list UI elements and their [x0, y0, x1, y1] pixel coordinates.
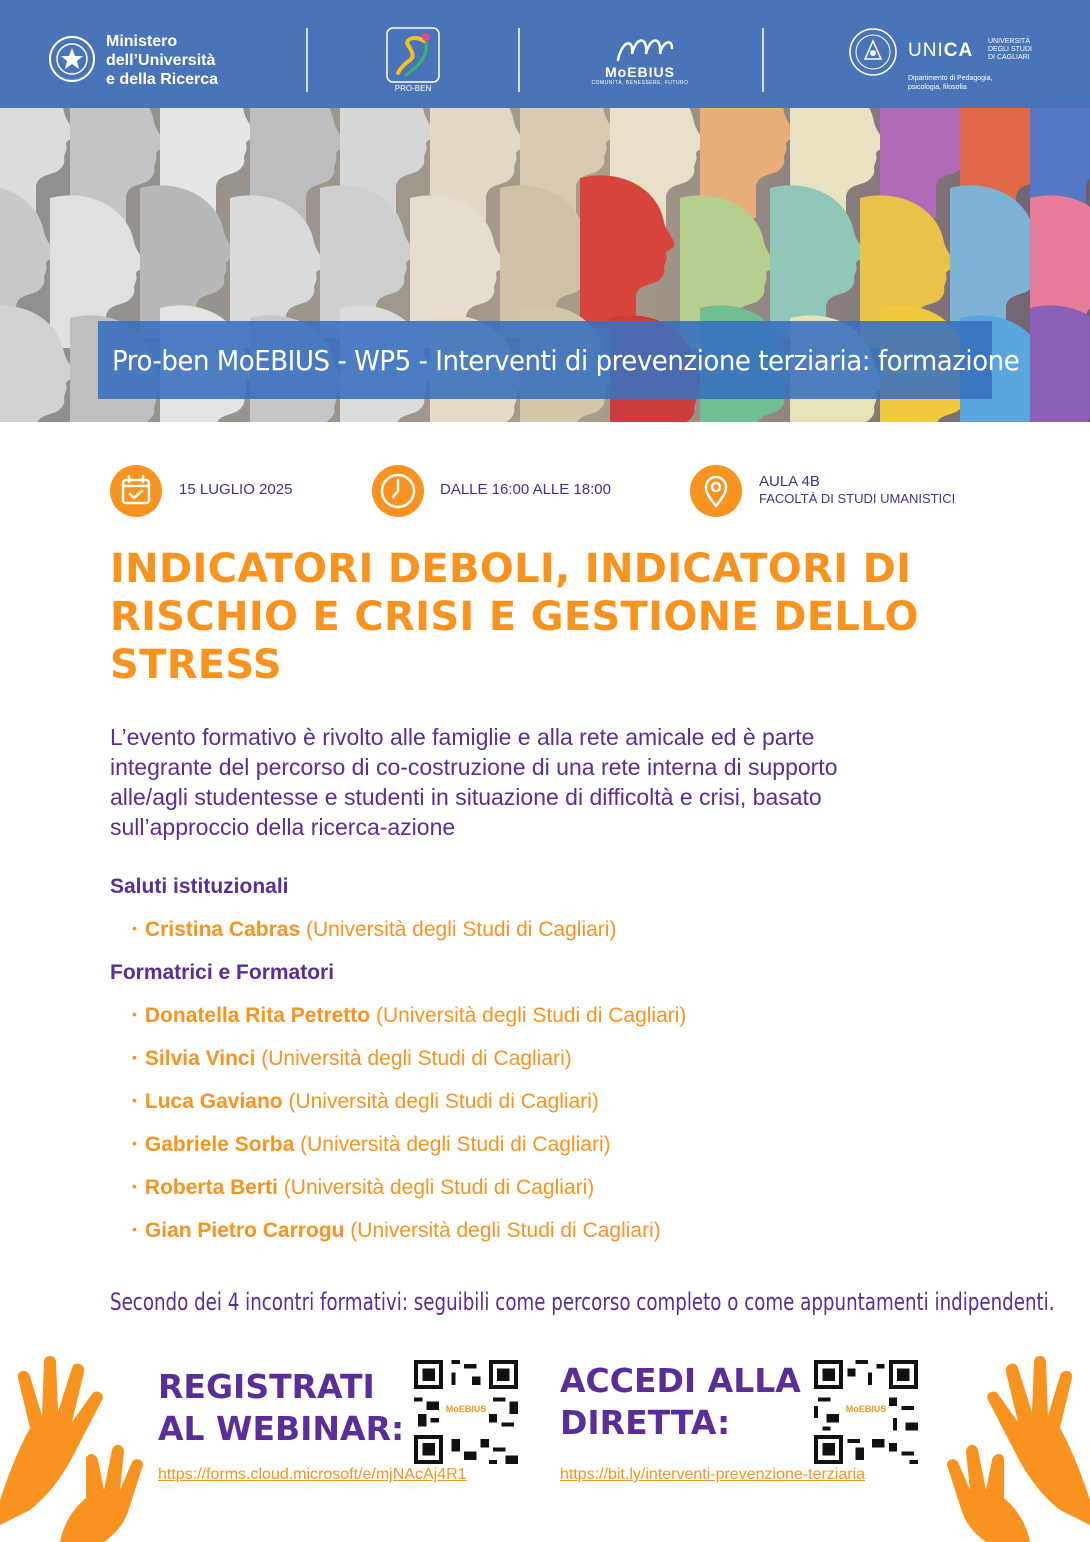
person-name: Donatella Rita Petretto — [144, 1004, 371, 1027]
register-line-2: AL WEBINAR: — [158, 1409, 405, 1448]
event-title — [110, 545, 1010, 689]
list-item — [132, 1176, 594, 1200]
register-heading — [158, 1366, 404, 1450]
department-name — [908, 74, 992, 92]
header-bar — [0, 0, 1090, 108]
person-affiliation: (Università degli Studi di Cagliari) — [261, 1047, 572, 1070]
unica-fullname — [988, 38, 1032, 62]
register-link[interactable]: https://forms.cloud.microsoft/e/mjNAcAj4R1 — [158, 1466, 467, 1483]
event-title-line-1: INDICATORI DEBOLI, INDICATORI DI — [110, 546, 912, 592]
list-item — [132, 1004, 686, 1028]
republic-emblem-icon — [48, 32, 96, 86]
ministry-line-1: Ministero — [106, 33, 178, 50]
ministry-line-2: dell’Università — [106, 52, 216, 69]
unica-small-1: UNIVERSITÀ — [988, 38, 1031, 45]
list-item — [132, 1047, 572, 1071]
greetings-heading: Saluti istituzionali — [110, 875, 289, 898]
person-affiliation: (Università degli Studi di Cagliari) — [283, 1176, 595, 1199]
unica-small-2: DEGLI STUDI — [988, 46, 1032, 53]
location-pin-icon — [690, 465, 742, 517]
event-place — [759, 473, 955, 507]
event-description — [110, 722, 990, 842]
list-item — [132, 918, 616, 942]
series-note: Secondo dei 4 incontri formativi: seguibili come percorso completo o come appuntamenti indipendenti. — [110, 1288, 1055, 1316]
trainers-heading: Formatrici e Formatori — [110, 961, 335, 984]
person-name: Roberta Berti — [144, 1176, 278, 1199]
register-qr-logo-label: MoEBIUS — [445, 1404, 487, 1414]
department-line-2: psicologia, filosofia — [908, 84, 967, 91]
bullet: • — [132, 1006, 137, 1022]
event-title-line-2: RISCHIO E CRISI E GESTIONE DELLO — [110, 594, 919, 640]
university-seal-icon — [848, 27, 898, 77]
event-room: AULA 4B — [759, 473, 820, 490]
bullet: • — [132, 1178, 137, 1194]
person-affiliation: (Università degli Studi di Cagliari) — [288, 1090, 599, 1113]
banner-image — [0, 108, 1090, 422]
live-line-1: ACCEDI ALLA — [560, 1361, 801, 1400]
person-affiliation: (Università degli Studi di Cagliari) — [375, 1004, 687, 1027]
bullet: • — [132, 920, 137, 936]
moebius-tagline: COMUNITÀ, BENESSERE, FUTURO — [591, 80, 689, 86]
unica-small-3: DI CAGLIARI — [988, 54, 1030, 61]
live-qr-logo-label: MoEBIUS — [845, 1404, 887, 1414]
unica-word-bold: CA — [943, 40, 974, 61]
person-name: Silvia Vinci — [144, 1047, 256, 1070]
list-item — [132, 1133, 611, 1157]
description-line-2: integrante del percorso di co-costruzione di una rete interna di supporto — [110, 754, 838, 780]
banner-title: Pro-ben MoEBIUS - WP5 - Interventi di prevenzione terziaria: formazione — [112, 343, 1020, 377]
bullet: • — [132, 1092, 137, 1108]
banner-title-box — [98, 321, 1020, 399]
event-faculty: FACOLTÀ DI STUDI UMANISTICI — [759, 491, 956, 506]
left-hands-icon — [0, 1350, 150, 1542]
register-line-1: REGISTRATI — [158, 1367, 375, 1406]
moebius-label: MoEBIUS — [605, 64, 675, 80]
department-line-1: Dipartimento di Pedagogia, — [908, 75, 993, 82]
person-affiliation: (Università degli Studi di Cagliari) — [350, 1219, 661, 1242]
description-line-4: sull’approccio della ricerca-azione — [110, 814, 456, 840]
header-divider — [762, 28, 764, 92]
person-name: Luca Gaviano — [144, 1090, 283, 1113]
calendar-icon — [110, 465, 162, 517]
bullet: • — [132, 1049, 137, 1065]
unica-wordmark — [908, 40, 973, 62]
description-line-1: L’evento formativo è rivolto alle famiglie e alla rete amicale ed è parte — [110, 724, 815, 750]
list-item — [132, 1219, 661, 1243]
description-line-3: alle/agli studentesse e studenti in situazione di difficoltà e crisi, basato — [110, 784, 822, 810]
person-name: Gabriele Sorba — [144, 1133, 295, 1156]
bullet: • — [132, 1221, 137, 1237]
header-divider — [306, 28, 308, 92]
proben-label: PRO-BEN — [394, 84, 432, 93]
ministry-line-3: e della Ricerca — [106, 71, 219, 88]
right-hands-icon — [940, 1350, 1090, 1542]
person-name: Gian Pietro Carrogu — [144, 1219, 345, 1242]
ministry-name — [106, 32, 218, 89]
person-name: Cristina Cabras — [144, 918, 301, 941]
live-heading — [560, 1360, 801, 1444]
live-link[interactable]: https://bit.ly/interventi-prevenzione-terziaria — [560, 1466, 866, 1483]
person-affiliation: (Università degli Studi di Cagliari) — [305, 918, 617, 941]
person-affiliation: (Università degli Studi di Cagliari) — [300, 1133, 611, 1156]
bullet: • — [132, 1135, 137, 1151]
list-item — [132, 1090, 599, 1114]
header-divider — [518, 28, 520, 92]
event-time: DALLE 16:00 ALLE 18:00 — [440, 481, 611, 498]
live-line-2: DIRETTA: — [560, 1403, 731, 1442]
clock-icon — [372, 465, 424, 517]
event-date: 15 LUGLIO 2025 — [179, 481, 293, 498]
event-title-line-3: STRESS — [110, 642, 282, 688]
unica-word-light: UNI — [908, 40, 944, 61]
